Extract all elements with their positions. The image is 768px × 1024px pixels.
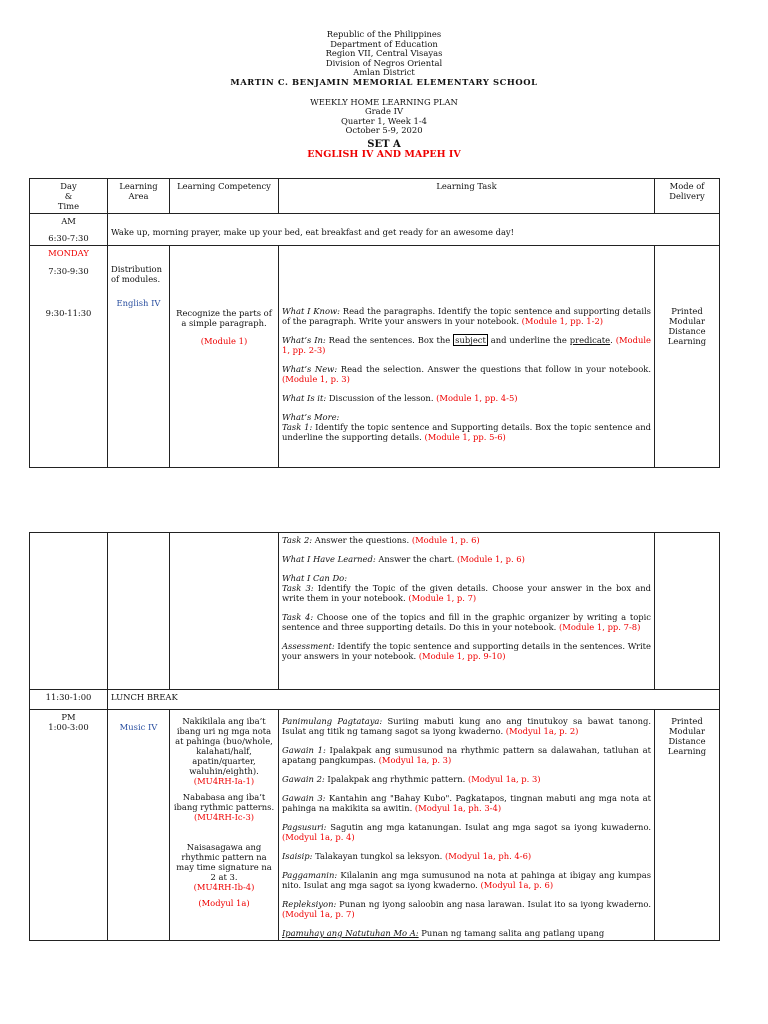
english-task-cell: What I Know: Read the paragraphs. Identify the topic sentence and supporting details of the paragraph. Write your answers in your notebook. (Module 1, pp. 1-2) What’s In: Read the sentences. Box the subject and underline the predicate. (Module 1, pp. 2-3) What’s New: Read the selection. Answer the questions that follow in your notebook. (Module 1, p. 3) What Is it: Discussion of the lesson. (Module 1, pp. 4-5) What’s More: Task 1: Identify the topic sentence and Supporting details. Box the topic sentence and underline the supporting details. (Module 1, pp. 5-6) [279,246,655,468]
header-grade: Grade IV [364,106,404,117]
col-header-competency: Learning Competency [170,179,279,214]
header-school: MARTIN C. BENJAMIN MEMORIAL ELEMENTARY SCHOOL [230,76,538,87]
area-music-cell [108,710,170,941]
distribution-label: Distribution of modules. [111,264,162,284]
time-slot-1: 7:30-9:30 [48,266,89,276]
area-english: English IV [116,298,161,308]
learning-plan-table-part-1 [29,178,720,468]
am-routine-cell: Wake up, morning prayer, make up your bed, eat breakfast and get ready for an awesome day! [108,214,720,246]
time-slot-2: 9:30-11:30 [45,308,92,318]
learning-area-cell [108,246,170,468]
header-republic: Republic of the Philippines [326,29,442,39]
continued-time-cell [30,533,108,690]
am-time-cell: AM 6:30-7:30 [30,214,108,246]
col-header-mode: Mode of Delivery [655,179,720,214]
continued-competency-cell [170,533,279,690]
header-subjects: ENGLISH IV AND MAPEH IV [307,148,461,160]
header-deped: Department of Education [330,38,438,49]
document-header [0,30,768,159]
col-header-task: Learning Task [279,179,655,214]
continued-mode-cell [655,533,720,690]
monday-time-cell [30,246,108,468]
competency-music-cell: Nakikilala ang iba’t ibang uri ng mga nota at pahinga (buo/whole, kalahati/half, apatin/quarter, waluhin/eighth). (MU4RH-Ia-1) Nababasa ang iba’t ibang rythmic patterns. (MU4RH-Ic-3) Naisasagawa ang rhythmic pattern na may time signature na 2 at 3. (MU4RH-Ib-4) (Modyul 1a) [170,710,279,941]
continued-area-cell [108,533,170,690]
col-header-area: Learning Area [108,179,170,214]
pm-time-cell: PM 1:00-3:00 [30,710,108,941]
header-plan-title: WEEKLY HOME LEARNING PLAN [310,96,458,107]
header-set: SET A [367,138,401,150]
learning-plan-table-part-2 [29,532,720,941]
english-task-cell-continued: Task 2: Answer the questions. (Module 1, p. 6) What I Have Learned: Answer the chart. (Module 1, p. 6) What I Can Do: Task 3: Identify the Topic of the given details. Choose your answer in the box and write them in your notebook. (Module 1, p. 7) Task 4: Choose one of the topics and fill in the graphic organizer by writing a topic sentence and three supporting details. Do this in your notebook. (Module 1, pp. 7-8) Assessment: Identify the topic sentence and supporting details in the sentences. Write your answers in your notebook. (Module 1, pp. 9-10) [279,533,655,690]
lunch-time-cell: 11:30-1:00 [30,690,108,710]
col-header-day: Day & Time [30,179,108,214]
header-division: Division of Negros Oriental [325,57,443,68]
header-quarter: Quarter 1, Week 1-4 [341,115,427,126]
day-monday: MONDAY [48,248,89,258]
competency-english-cell: Recognize the parts of a simple paragraph. (Module 1) [170,246,279,468]
mode-music-cell: Printed Modular Distance Learning [655,710,720,941]
area-music: Music IV [119,722,158,732]
header-region: Region VII, Central Visayas [325,48,443,59]
mode-english-cell: Printed Modular Distance Learning [655,246,720,468]
header-district: Amlan District [353,67,415,78]
lunch-break-cell: LUNCH BREAK [108,690,720,710]
music-task-cell: Panimulang Pagtataya: Suriing mabuti kung ano ang tinutukoy sa bawat tanong. Isulat ang titik ng tamang sagot sa iyong kwaderno. (Modyul 1a, p. 2) Gawain 1: Ipalakpak ang sumusunod na rhythmic pattern sa dalawahan, tatluhan at apatang pangkumpas. (Modyul 1a, p. 3) Gawain 2: Ipalakpak ang rhythmic pattern. (Modyul 1a, p. 3) Gawain 3: Kantahin ang "Bahay Kubo". Pagkatapos, tingnan mabuti ang mga nota at pahinga na makikita sa awitin. (Modyul 1a, ph. 3-4) Pagsusuri: Sagutin ang mga katanungan. Isulat ang mga sagot sa iyong kuwaderno. (Modyul 1a, p. 4) Isaisip: Talakayan tungkol sa leksyon. (Modyul 1a, ph. 4-6) Paggamanin: Kilalanin ang mga sumusunod na nota at pahinga at ibigay ang kumpas nito. Isulat ang mga sagot sa iyong kwaderno. (Modyul 1a, p. 6) Repleksiyon: Punan ng iyong saloobin ang nasa larawan. Isulat ito sa iyong kwaderno. (Modyul 1a, p. 7) Ipamuhay ang Natutuhan Mo A: Punan ng tamang salita ang patlang upang [279,710,655,941]
header-date: October 5-9, 2020 [345,125,423,136]
